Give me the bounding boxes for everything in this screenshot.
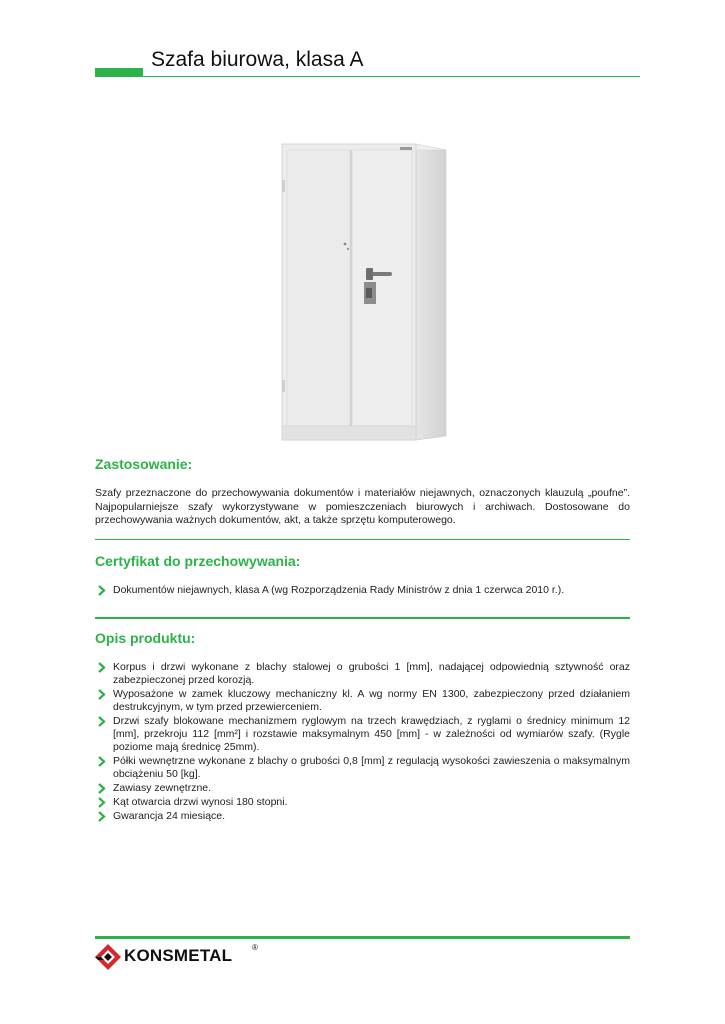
- section-divider: [95, 617, 630, 619]
- konsmetal-logo-icon: [95, 944, 121, 970]
- title-underline: [143, 76, 640, 77]
- chevron-right-icon: [97, 716, 106, 727]
- registered-mark: ®: [252, 943, 258, 952]
- chevron-right-icon: [97, 797, 106, 808]
- list-item-text: Dokumentów niejawnych, klasa A (wg Rozporządzenia Rady Ministrów z dnia 1 czerwca 2010 r.).: [113, 584, 565, 596]
- footer-divider: [95, 936, 630, 939]
- list-item-text: Gwarancja 24 miesiące.: [113, 810, 226, 822]
- chevron-right-icon: [97, 811, 106, 822]
- company-logo: [95, 943, 265, 971]
- list-item: [95, 796, 630, 809]
- usage-heading: Zastosowanie:: [95, 456, 193, 472]
- chevron-right-icon: [97, 689, 106, 700]
- list-item: [95, 661, 630, 687]
- title-bar: [95, 48, 640, 78]
- list-item-text: Wyposażone w zamek kluczowy mechaniczny kl. A wg normy EN 1300, zabezpieczony przed działaniem destrukcyjnym, w tym przed przewierceniem.: [113, 688, 630, 713]
- list-item-text: Zawiasy zewnętrzne.: [113, 782, 212, 794]
- list-item: [95, 715, 630, 754]
- chevron-right-icon: [97, 783, 106, 794]
- list-item-text: Półki wewnętrzne wykonane z blachy o grubości 0,8 [mm] z regulacją wysokości zawieszenia o maksymalnym obciążeniu 50 [kg].: [113, 755, 630, 780]
- cabinet-image: [278, 140, 450, 442]
- chevron-right-icon: [97, 585, 106, 596]
- logo-text: KONSMETAL: [124, 946, 233, 965]
- list-item-text: Drzwi szafy blokowane mechanizmem ryglowym na trzech krawędziach, z ryglami o średnicy minimum 12 [mm], przekroju 112 [mm²] i rozstawie maksymalnym 450 [mm] - w zależności od wymiarów szafy. (Rygle poziome mają średnicę 25mm).: [113, 715, 630, 753]
- title-accent-block: [95, 68, 143, 77]
- chevron-right-icon: [97, 756, 106, 767]
- page-title: Szafa biurowa, klasa A: [151, 48, 364, 71]
- section-divider: [95, 539, 630, 540]
- list-item: [95, 688, 630, 714]
- list-item: [95, 755, 630, 781]
- usage-text: Szafy przeznaczone do przechowywania dokumentów i materiałów niejawnych, oznaczonych klauzulą „poufne”. Najpopularniejsze szafy wykorzystywane w pomieszczeniach biurowych i archiwach. Dostosowane do przechowywania ważnych dokumentów, akt, a także sprzętu komputerowego.: [95, 487, 630, 526]
- list-item: [95, 584, 630, 597]
- chevron-right-icon: [97, 662, 106, 673]
- certificate-list: [95, 584, 630, 598]
- list-item-text: Korpus i drzwi wykonane z blachy stalowej o grubości 1 [mm], nadającej odpowiednią sztywność oraz zabezpieczonej przed korozją.: [113, 661, 630, 686]
- description-list: [95, 661, 630, 824]
- list-item: [95, 782, 630, 795]
- certificate-heading: Certyfikat do przechowywania:: [95, 553, 301, 569]
- list-item: [95, 810, 630, 823]
- list-item-text: Kąt otwarcia drzwi wynosi 180 stopni.: [113, 796, 288, 808]
- description-heading: Opis produktu:: [95, 630, 196, 646]
